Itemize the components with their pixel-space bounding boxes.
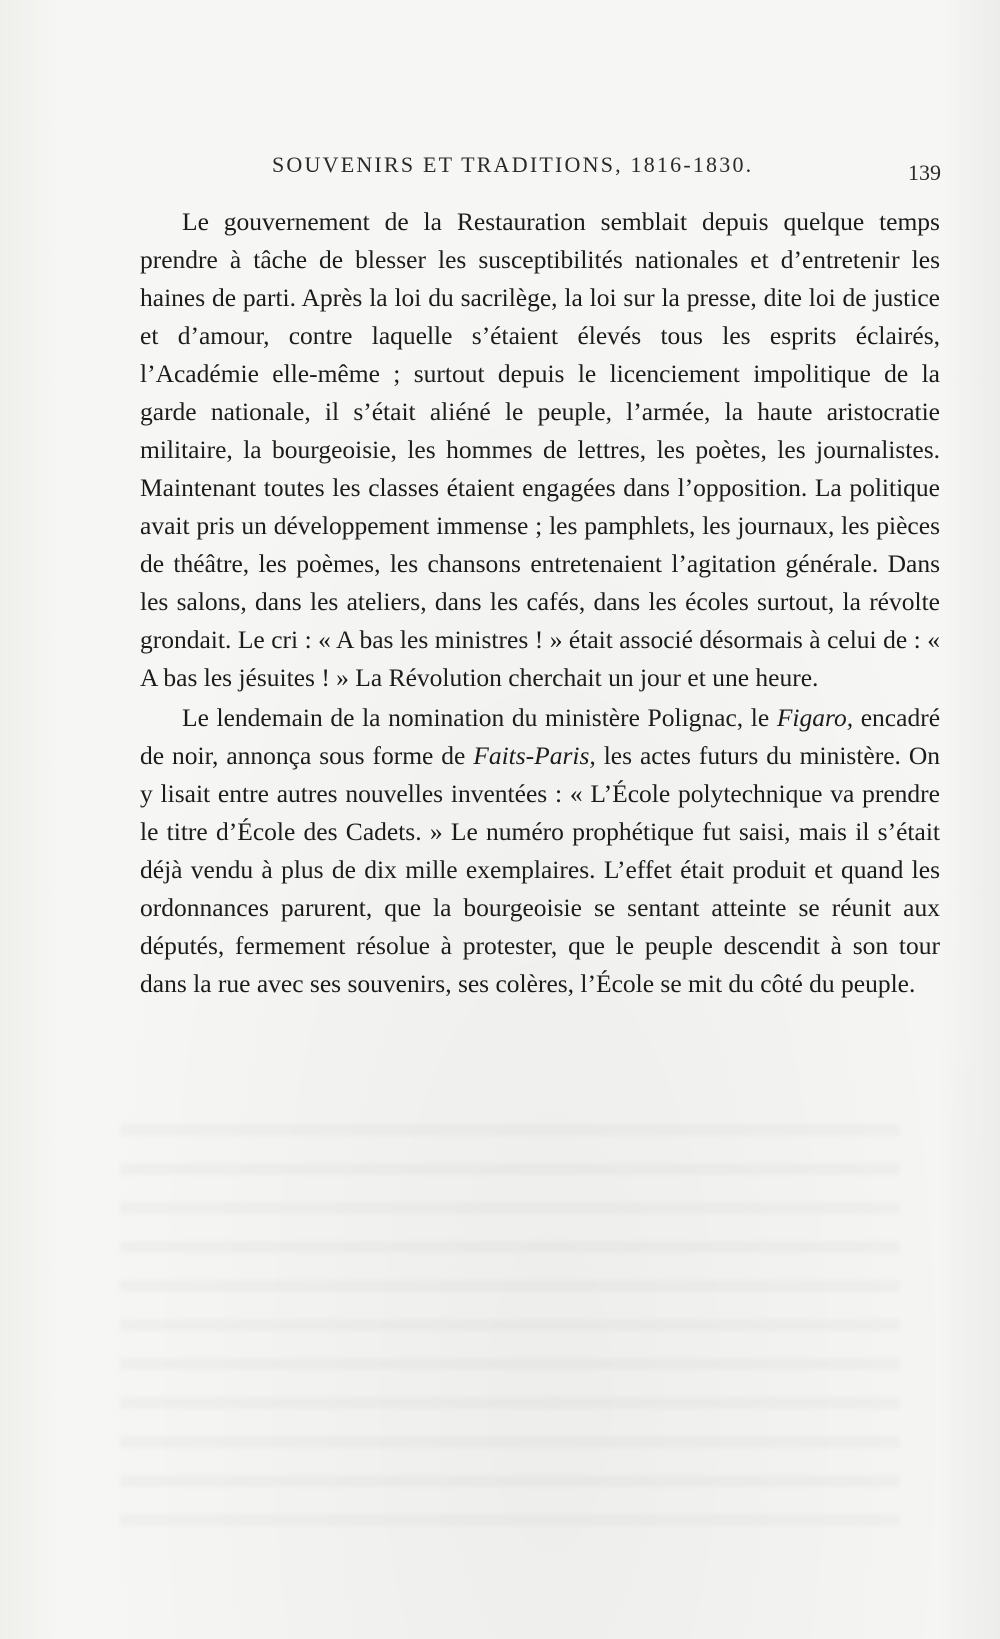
- running-title: SOUVENIRS ET TRADITIONS, 1816-1830.: [272, 152, 754, 177]
- page-number: 139: [908, 160, 941, 185]
- italic-title-figaro: Figaro,: [776, 703, 854, 732]
- body-text: [140, 203, 940, 1003]
- paragraph-2: [140, 699, 940, 1003]
- paragraph-1: Le gouvernement de la Restauration semblait depuis quelque temps prendre à tâche de blesser les susceptibilités nationales et d’entretenir les haines de parti. Après la loi du sacrilège, la loi sur la presse, dite loi de justice et d’amour, contre laquelle s’étaient élevés tous les esprits éclairés, l’Académie elle-même ; surtout depuis le licenciement impolitique de la garde nationale, il s’était aliéné le peuple, l’armée, la haute aristocratie militaire, la bourgeoisie, les hommes de lettres, les poètes, les journalistes. Maintenant toutes les classes étaient engagées dans l’opposition. La politique avait pris un développement immense ; les pamphlets, les journaux, les pièces de théâtre, les poèmes, les chansons entretenaient l’agitation générale. Dans les salons, dans les ateliers, dans les cafés, dans les écoles surtout, la révolte grondait. Le cri : « A bas les ministres ! » était associé désormais à celui de : « A bas les jésuites ! » La Révolution cherchait un jour et une heure.: [140, 207, 940, 692]
- paragraph-2-text-a: Le lendemain de la nomination du ministère Polignac, le: [182, 703, 777, 732]
- italic-title-faits-paris: Faits-Paris,: [473, 741, 596, 770]
- paragraph-2-text-b: encadré de noir, annonça sous forme de: [140, 703, 941, 770]
- paragraph-2-text-c: les actes futurs du ministère. On y lisait entre autres nouvelles inventées : « L’École polytechnique va prendre le titre d’École des Cadets. » Le numéro prophétique fut saisi, mais il s’était déjà vendu à plus de dix mille exemplaires. L’effet était produit et quand les ordonnances parurent, que la bourgeoisie se sentant atteinte se réunit aux députés, fermement résolue à protester, que le peuple descendit à son tour dans la rue avec ses souvenirs, ses colères, l’École se mit du côté du peuple.: [140, 741, 940, 998]
- show-through-shadow: [120, 1110, 900, 1530]
